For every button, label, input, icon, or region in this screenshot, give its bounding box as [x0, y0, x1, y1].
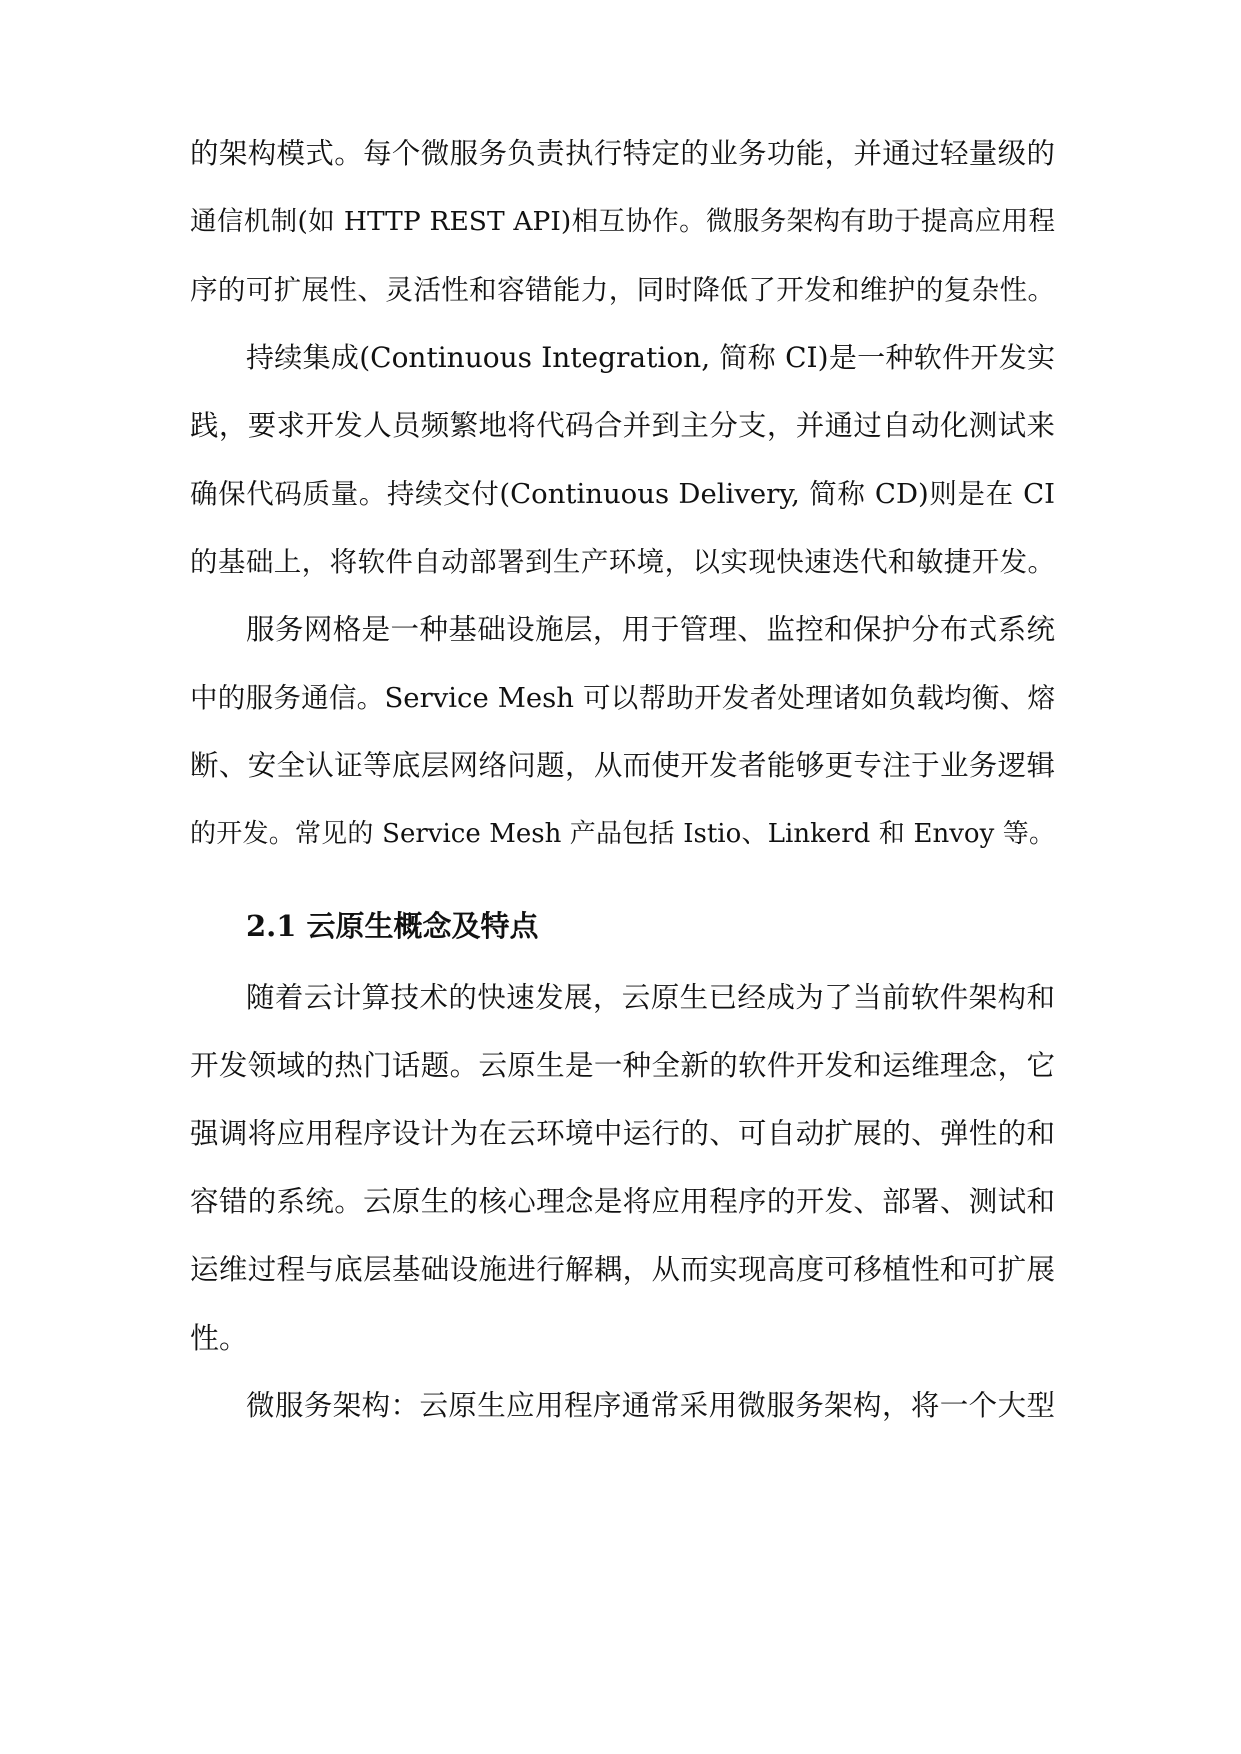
paragraph-2-line-1: 持续集成(Continuous Integration, 简称 CI)是一种软件开发实 [246, 341, 1055, 374]
paragraph-2-line-4: 的基础上，将软件自动部署到生产环境，以实现快速迭代和敏捷开发。 [190, 546, 1055, 578]
section-heading: 2.1 云原生概念及特点 [246, 909, 539, 943]
paragraph-2-line-2: 践，要求开发人员频繁地将代码合并到主分支，并通过自动化测试来 [190, 409, 1055, 442]
paragraph-1-line-2: 通信机制(如 HTTP REST API)相互协作。微服务架构有助于提高应用程 [190, 206, 1055, 237]
paragraph-3-line-2: 中的服务通信。Service Mesh 可以帮助开发者处理诸如负载均衡、熔 [190, 682, 1055, 714]
paragraph-4-line-6: 性。 [190, 1321, 249, 1355]
paragraph-3-line-1: 服务网格是一种基础设施层，用于管理、监控和保护分布式系统 [246, 613, 1055, 646]
paragraph-1-line-3: 序的可扩展性、灵活性和容错能力，同时降低了开发和维护的复杂性。 [190, 274, 1055, 306]
paragraph-4-line-2: 开发领域的热门话题。云原生是一种全新的软件开发和运维理念，它 [190, 1049, 1055, 1082]
paragraph-4-line-5: 运维过程与底层基础设施进行解耦，从而实现高度可移植性和可扩展 [190, 1253, 1055, 1286]
paragraph-4-line-3: 强调将应用程序设计为在云环境中运行的、可自动扩展的、弹性的和 [190, 1117, 1055, 1150]
paragraph-3-line-4: 的开发。常见的 Service Mesh 产品包括 Istio、Linkerd 和 Envoy 等。 [190, 819, 1055, 849]
paragraph-4-line-1: 随着云计算技术的快速发展，云原生已经成为了当前软件架构和 [246, 981, 1055, 1014]
paragraph-5-line-1: 微服务架构：云原生应用程序通常采用微服务架构，将一个大型 [246, 1389, 1055, 1422]
paragraph-1-line-1: 的架构模式。每个微服务负责执行特定的业务功能，并通过轻量级的 [190, 137, 1055, 170]
paragraph-2-line-3: 确保代码质量。持续交付(Continuous Delivery, 简称 CD)则是在 CI [190, 478, 1055, 510]
paragraph-3-line-3: 断、安全认证等底层网络问题，从而使开发者能够更专注于业务逻辑 [190, 749, 1055, 782]
paragraph-4-line-4: 容错的系统。云原生的核心理念是将应用程序的开发、部署、测试和 [190, 1185, 1055, 1218]
